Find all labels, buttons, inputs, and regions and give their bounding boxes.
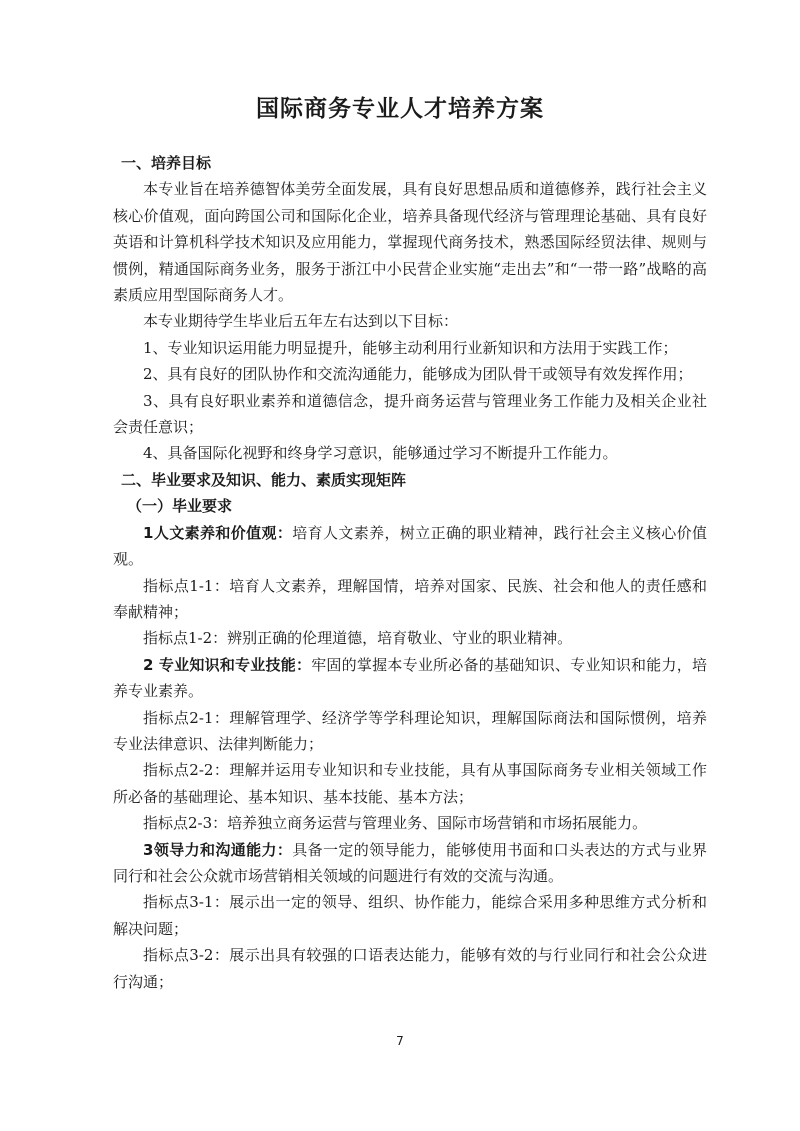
goal-item: 4、具备国际化视野和终身学习意识，能够通过学习不断提升工作能力。 bbox=[143, 444, 618, 463]
document-body bbox=[113, 150, 707, 995]
indicator-point: 指标点3-1：展示出一定的领导、组织、协作能力，能综合采用多种思维方式分析和解决问题； bbox=[113, 893, 707, 938]
requirement-text: 牢固的掌握本专业所必备的基础知识、专业知识和能力，培养专业素养。 bbox=[113, 655, 707, 701]
requirement-label: 2 专业知识和专业技能： bbox=[143, 655, 312, 674]
indicator-point: 指标点2-2：理解并运用专业知识和专业技能，具有从事国际商务专业相关领域工作所必备的基础理论、基本知识、基本技能、基本方法； bbox=[113, 761, 707, 806]
requirement-text: 具备一定的领导能力，能够使用书面和口头表达的方式与业界同行和社会公众就市场营销相关领域的问题进行有效的交流与沟通。 bbox=[113, 840, 707, 885]
page-title: 国际商务专业人才培养方案 bbox=[256, 96, 544, 122]
requirement-text: 培育人文素养，树立正确的职业精神，践行社会主义核心价值观。 bbox=[113, 523, 707, 569]
goal-item: 3、具有良好职业素养和道德信念，提升商务运营与管理业务工作能力及相关企业社会责任意识； bbox=[113, 391, 707, 437]
goal-item: 2、具有良好的团队协作和交流沟通能力，能够成为团队骨干或领导有效发挥作用； bbox=[143, 365, 693, 384]
section-heading-training-goals: 一、培养目标 bbox=[121, 154, 212, 172]
indicator-point: 指标点2-1：理解管理学、经济学等学科理论知识，理解国际商法和国际惯例，培养专业法律意识、法律判断能力； bbox=[113, 708, 707, 753]
goal-item: 1、专业知识运用能力明显提升，能够主动利用行业新知识和方法用于实践工作； bbox=[143, 338, 678, 357]
section-heading-graduation-requirements: 二、毕业要求及知识、能力、素质实现矩阵 bbox=[121, 470, 407, 489]
indicator-point: 指标点1-1：培育人文素养，理解国情，培养对国家、民族、社会和他人的责任感和奉献精神； bbox=[113, 576, 707, 621]
requirement-label: 3领导力和沟通能力： bbox=[143, 840, 293, 859]
requirement-2 bbox=[113, 652, 707, 705]
requirement-label: 1人文素养和价值观： bbox=[143, 523, 293, 542]
indicator-point: 指标点2-3：培养独立商务运营与管理业务、国际市场营销和市场拓展能力。 bbox=[143, 814, 648, 833]
goals-intro: 本专业期待学生毕业后五年左右达到以下目标： bbox=[143, 312, 459, 331]
subsection-heading: （一）毕业要求 bbox=[127, 497, 233, 516]
training-goal-paragraph: 本专业旨在培养德智体美劳全面发展，具有良好思想品质和道德修养，践行社会主义核心价值观，面向跨国公司和国际化企业，培养具备现代经济与管理理论基础、具有良好英语和计算机科学技术知识及应用能力，掌握现代商务技术，熟悉国际经贸法律、规则与惯例，精通国际商务业务，服务于浙江中小民营企业实施“走出去”和“一带一路”战略的高素质应用型国际商务人才。 bbox=[113, 180, 707, 305]
indicator-point: 指标点1-2：辨别正确的伦理道德，培育敬业、守业的职业精神。 bbox=[143, 629, 573, 648]
requirement-1 bbox=[113, 520, 707, 573]
page-number: 7 bbox=[396, 1034, 404, 1048]
indicator-point: 指标点3-2：展示出具有较强的口语表达能力，能够有效的与行业同行和社会公众进行沟通； bbox=[113, 946, 707, 991]
requirement-3 bbox=[113, 837, 707, 890]
